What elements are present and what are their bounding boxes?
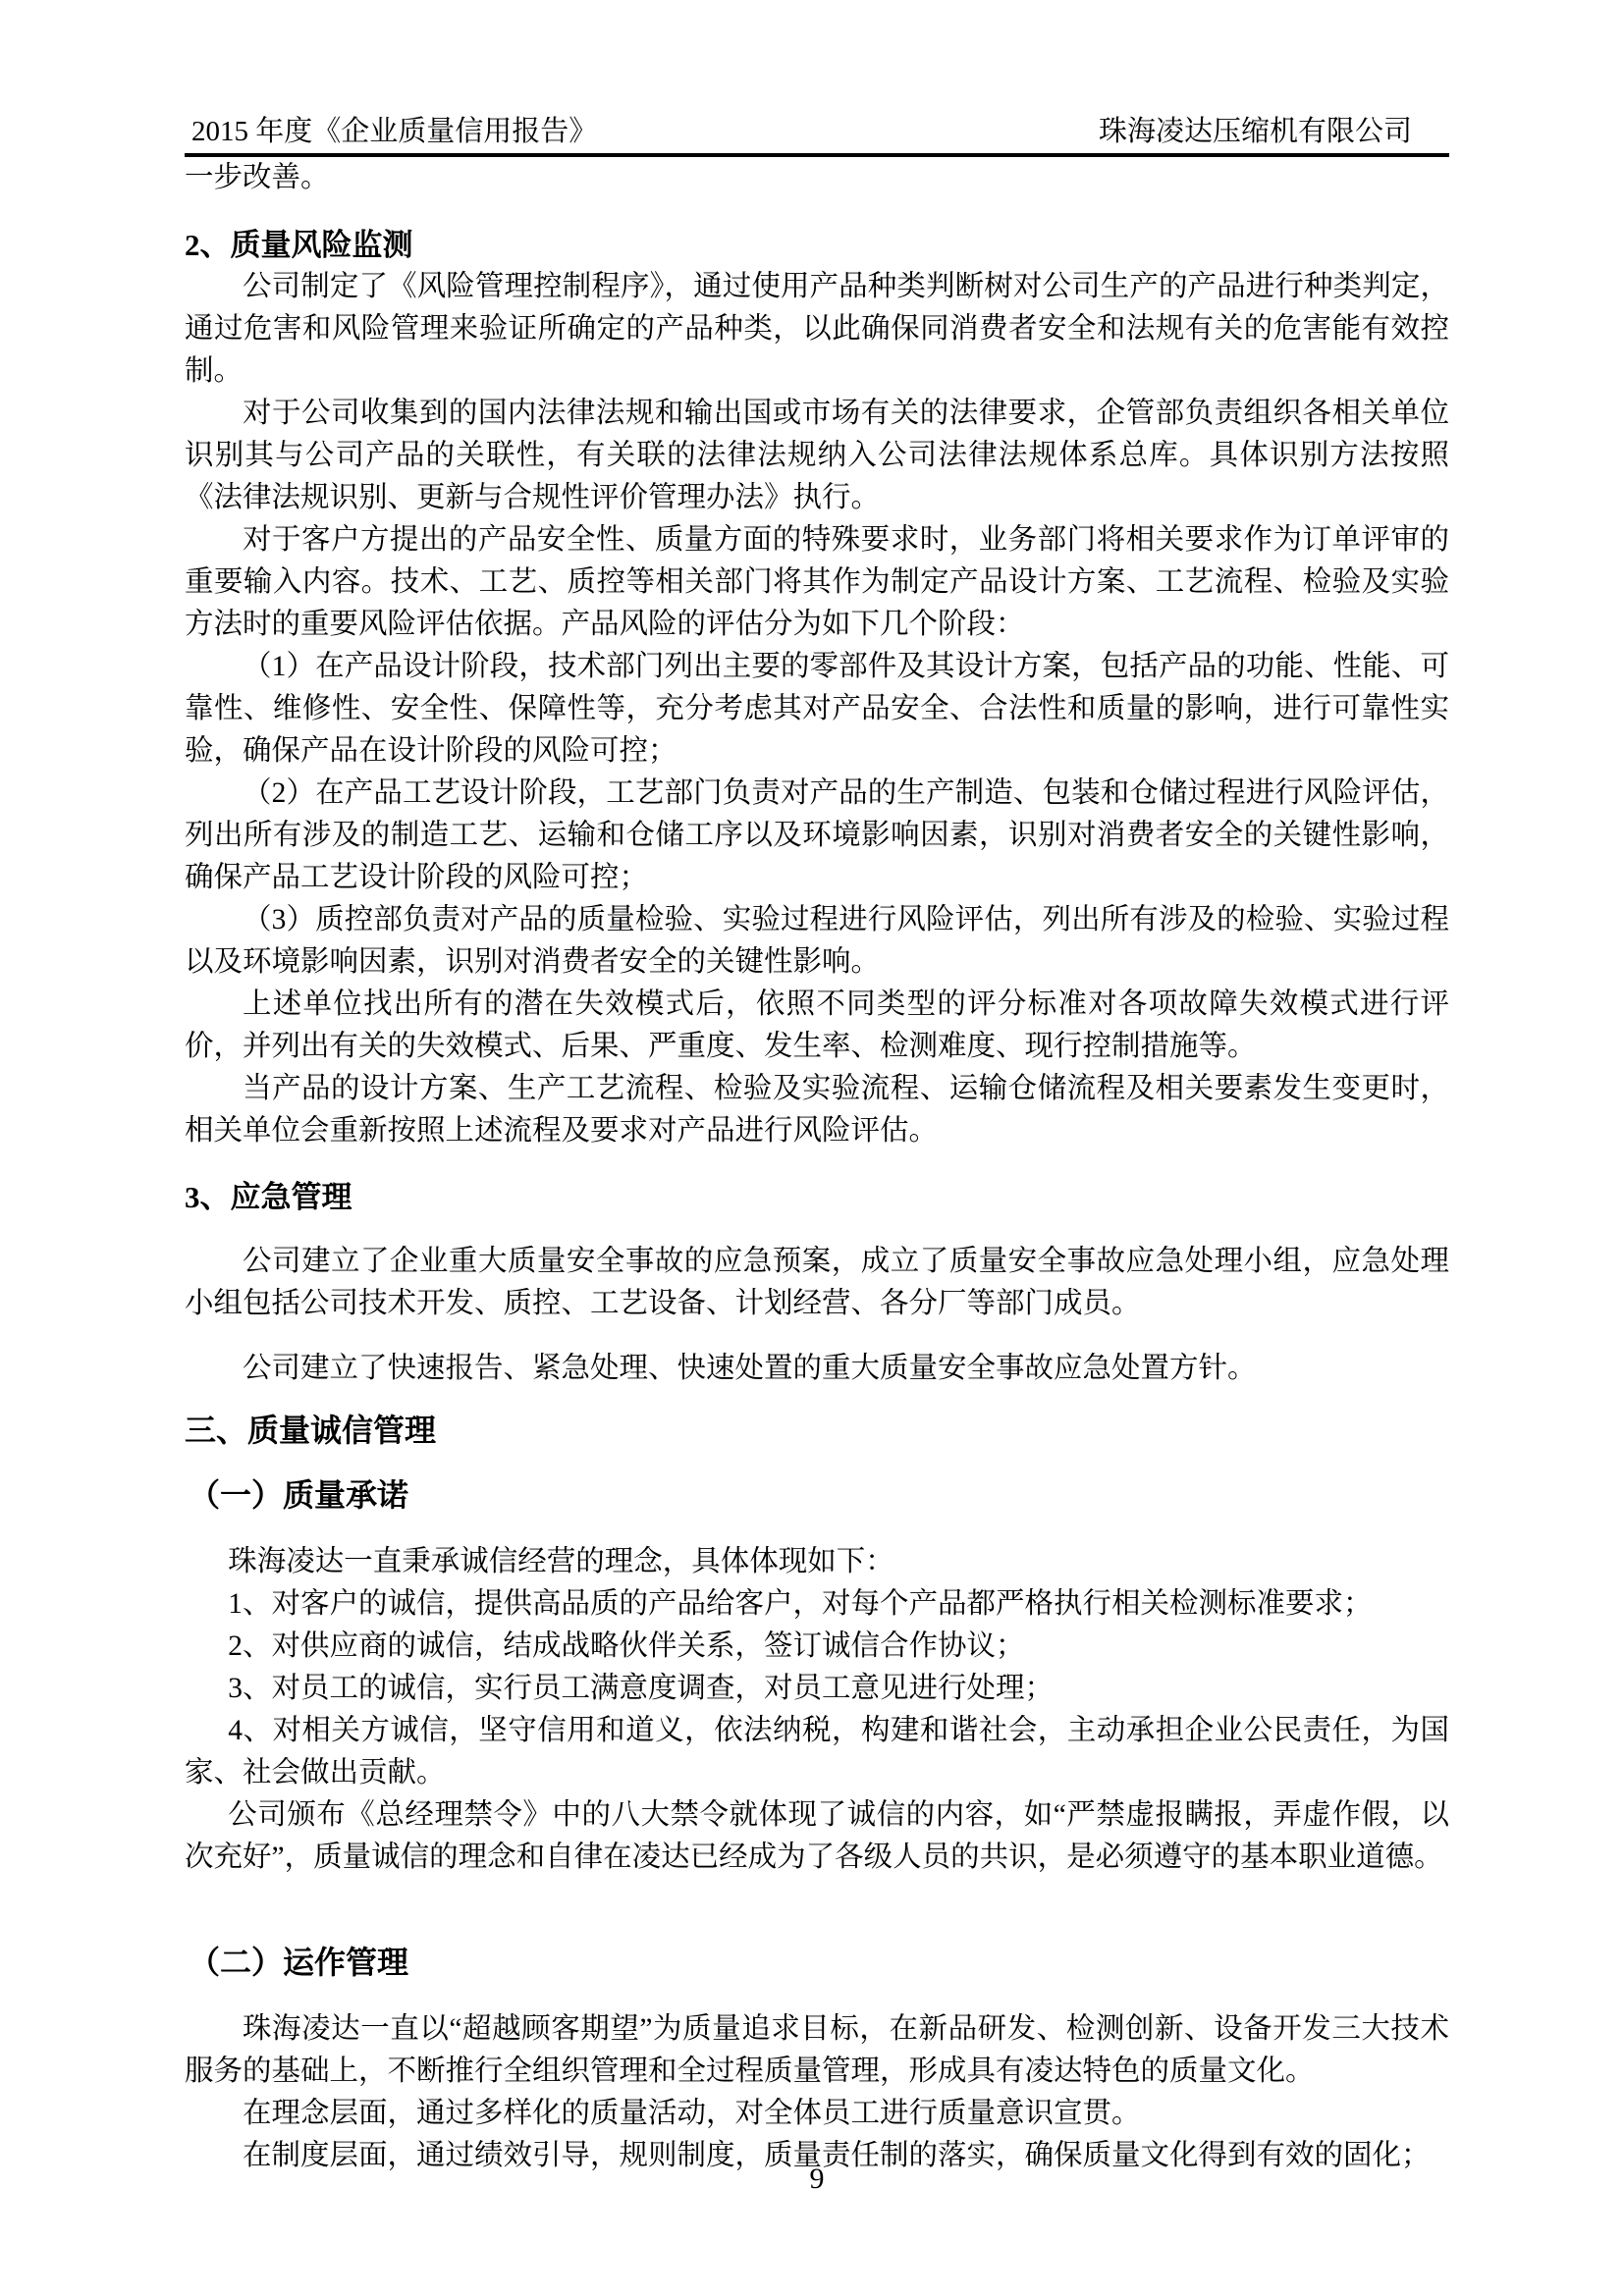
list-promise-1: 1、对客户的诚信，提供高品质的产品给客户，对每个产品都严格执行相关检测标准要求；	[228, 1588, 1373, 1620]
list-promise-2: 2、对供应商的诚信，结成战略伙伴关系，签订诚信合作协议；	[228, 1630, 1025, 1662]
content-column	[185, 0, 1449, 2200]
para-continued: 一步改善。	[185, 162, 330, 193]
para-stage-3: （3）质控部负责对产品的质量检验、实验过程进行风险评估，列出所有涉及的检验、实验过程以及环境影响因素，识别对消费者安全的关键性影响。	[185, 904, 1449, 978]
para-emergency-policy: 公司建立了快速报告、紧急处理、快速处置的重大质量安全事故应急处置方针。	[243, 1353, 1257, 1384]
document-body	[185, 157, 1449, 2177]
para-risk-1: 公司制定了《风险管理控制程序》，通过使用产品种类判断树对公司生产的产品进行种类判定，通过危害和风险管理来验证所确定的产品种类，以此确保同消费者安全和法规有关的危害能有效控制。	[185, 271, 1449, 387]
header-company-name: 珠海凌达压缩机有限公司	[1098, 116, 1412, 147]
para-stage-2: （2）在产品工艺设计阶段，工艺部门负责对产品的生产制造、包装和仓储过程进行风险评估，列出所有涉及的制造工艺、运输和仓储工序以及环境影响因素，识别对消费者安全的关键性影响，确保产品工艺设计阶段的风险可控；	[185, 777, 1449, 893]
heading-emergency: 3、应急管理	[185, 1180, 352, 1214]
para-decree: 公司颁布《总经理禁令》中的八大禁令就体现了诚信的内容，如“严禁虚报瞒报，弄虚作假，以次充好”，质量诚信的理念和自律在凌达已经成为了各级人员的共识，是必须遵守的基本职业道德。	[185, 1799, 1449, 1873]
para-operation-2: 在理念层面，通过多样化的质量活动，对全体员工进行质量意识宣贯。	[243, 2098, 1141, 2129]
para-risk-2: 对于公司收集到的国内法律法规和输出国或市场有关的法律要求，企管部负责组织各相关单位识别其与公司产品的关联性，有关联的法律法规纳入公司法律法规体系总库。具体识别方法按照《法律法规识别、更新与合规性评价管理办法》执行。	[185, 398, 1449, 513]
para-emergency-plan: 公司建立了企业重大质量安全事故的应急预案，成立了质量安全事故应急处理小组，应急处理小组包括公司技术开发、质控、工艺设备、计划经营、各分厂等部门成员。	[185, 1246, 1449, 1319]
list-promise-3: 3、对员工的诚信，实行员工满意度调查，对员工意见进行处理；	[228, 1673, 1055, 1704]
para-operation-3: 在制度层面，通过绩效引导，规则制度，质量责任制的落实，确保质量文化得到有效的固化；	[243, 2140, 1431, 2171]
para-risk-3: 对于客户方提出的产品安全性、质量方面的特殊要求时，业务部门将相关要求作为订单评审的重要输入内容。技术、工艺、质控等相关部门将其作为制定产品设计方案、工艺流程、检验及实验方法时的重要风险评估依据。产品风险的评估分为如下几个阶段：	[185, 524, 1449, 640]
para-operation-1: 珠海凌达一直以“超越顾客期望”为质量追求目标，在新品研发、检测创新、设备开发三大技术服务的基础上，不断推行全组织管理和全过程质量管理，形成具有凌达特色的质量文化。	[185, 2013, 1449, 2087]
para-failure-mode: 上述单位找出所有的潜在失效模式后，依照不同类型的评分标准对各项故障失效模式进行评价，并列出有关的失效模式、后果、严重度、发生率、检测难度、现行控制措施等。	[185, 988, 1449, 1062]
heading-risk-monitoring: 2、质量风险监测	[185, 228, 413, 262]
para-change: 当产品的设计方案、生产工艺流程、检验及实验流程、运输仓储流程及相关要素发生变更时，相关单位会重新按照上述流程及要求对产品进行风险评估。	[185, 1073, 1449, 1147]
list-promise-4: 4、对相关方诚信，坚守信用和道义，依法纳税，构建和谐社会，主动承担企业公民责任，为国家、社会做出贡献。	[185, 1715, 1449, 1789]
heading-integrity: 三、质量诚信管理	[185, 1413, 437, 1448]
header-report-title: 2015 年度《企业质量信用报告》	[191, 116, 598, 147]
running-header	[185, 111, 1449, 157]
page-number: 9	[809, 2163, 825, 2195]
heading-operation: （二）运作管理	[189, 1945, 409, 1980]
para-stage-1: （1）在产品设计阶段，技术部门列出主要的零部件及其设计方案，包括产品的功能、性能、可靠性、维修性、安全性、保障性等，充分考虑其对产品安全、合法性和质量的影响，进行可靠性实验，确保产品在设计阶段的风险可控；	[185, 651, 1449, 767]
heading-promise: （一）质量承诺	[189, 1477, 409, 1513]
para-promise-intro: 珠海凌达一直秉承诚信经营的理念，具体体现如下：	[228, 1546, 894, 1577]
